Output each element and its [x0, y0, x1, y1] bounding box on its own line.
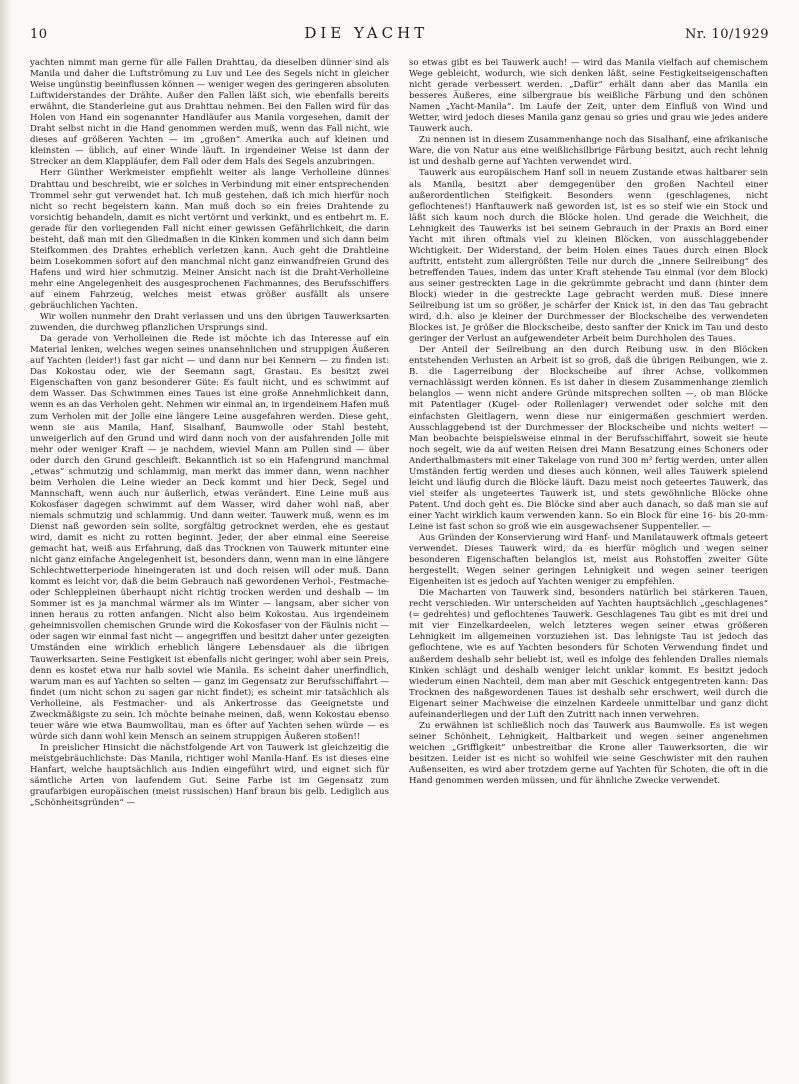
page-number: 10	[30, 27, 48, 42]
paragraph: Aus Gründen der Konservierung wird Hanf- und Manilatauwerk oftmals geteert verwendet. Dieses Tauwerk wird, da es hierfür möglich und wegen seiner besonderen Eigenschaften belanglos ist, meist aus Rohstoffen zweiter Güte hergestellt. Wegen seiner geringen Lehnigkeit und wegen seiner teerigen Eigenheiten ist es jedoch auf Yachten weniger zu empfehlen.	[409, 533, 768, 588]
paragraph: Zu erwähnen ist schließlich noch das Tauwerk aus Baumwolle. Es ist wegen seiner Schönheit, Lehnigkeit, Haltbarkeit und wegen seiner angenehmen weichen „Griffigkeit“ unbestreitbar die Krone aller Tauwerksorten, die wir besitzen. Leider ist es nicht so wohlfeil wie seine Geschwister mit den rauhen Außenseiten, es wird aber trotzdem gerne auf Yachten für Schoten, die oft in die Hand genommen werden müssen, und für ähnliche Zwecke verwendet.	[409, 720, 768, 787]
right-column	[409, 58, 768, 1068]
paragraph: In preislicher Hinsicht die nächstfolgende Art von Tauwerk ist gleichzeitig die meistgebräuchlichste: Das Manila, richtiger wohl Manila-Hanf. Es ist dieses eine Hanfart, welche hauptsächlich aus Indien eingeführt wird, und eignet sich für sämtliche Arten von laufendem Gut. Seine Farbe ist im Gegensatz zum graufarbigen europäischen (meist russischen) Hanf braun bis gelb. Lediglich aus „Schönheitsgründen“ —	[30, 742, 389, 809]
paragraph: Wir wollen nunmehr den Draht verlassen und uns den übrigen Tauwerksarten zuwenden, die durchweg pflanzlichen Ursprungs sind.	[30, 312, 389, 334]
paragraph: Herr Günther Werkmeister empfiehlt weiter als lange Verholleine dünnes Drahttau und beschreibt, wie er solches in Verbindung mit einer entsprechenden Trommel sehr gut verwendet hat. Ich muß gestehen, daß ich mich hierfür noch nicht so recht begeistern kann. Man muß doch so ein freies Drahtende zu vorsichtig behandeln, damit es nicht vertörnt und verkinkt, und es entbehrt m. E. gerade für den vorliegenden Fall nicht einer gewissen Gefährlichkeit, die darin besteht, daß man mit den Gliedmaßen in die Kinken kommen und sich dann beim Steifkommen des Drahtes erheblich verletzen kann. Auch geht die Drahtleine beim Losekommen sofort auf den manchmal nicht ganz einwandfreien Grund des Hafens und wird hier schmutzig. Meiner Ansicht nach ist die Draht-Verholleine mehr eine Angelegenheit des ausgesprochenen Fachmannes, des Berufsschiffers auf einem Fahrzeug, welches meist etwas größer ausfällt als unsere gebräuchlichen Yachten.	[30, 168, 389, 312]
left-column	[30, 58, 389, 1068]
paragraph: Tauwerk aus europäischem Hanf soll in neuem Zustande etwas haltbarer sein als Manila, besitzt aber demgegenüber den großen Nachteil einer außerordentlichen Steifigkeit. Besonders wenn (geschlagenes, nicht geflochtenes!) Hanftauwerk naß geworden ist, ist es so steif wie ein Stock und läßt sich kaum noch durch die Blöcke holen. Und gerade die Weichheit, die Lehnigkeit des Tauwerks ist bei seinem Gebrauch in der Praxis an Bord einer Yacht mit ihren oftmals viel zu kleinen Blöcken, von ausschlaggebender Wichtigkeit. Der Widerstand, der beim Holen eines Taues durch einen Block auftritt, entsteht zum allergrößten Teile nur durch die „innere Seilreibung“ des betreffenden Taues, indem das unter Kraft stehende Tau einmal (vor dem Block) aus seiner gestreckten Lage in die gekrümmte gebracht und dann (hinter dem Block) wieder in die gestreckte Lage gebracht werden muß. Diese innere Seilreibung ist um so größer, je schärfer der Knick ist, in den das Tau gebracht wird, d.h. also je kleiner der Durchmesser der Blockscheibe des verwendeten Blockes ist. Je größer die Blockscheibe, desto sanfter der Knick im Tau und desto geringer der Verlust an aufgewendeter Arbeit beim Durchholen des Taues.	[409, 168, 768, 345]
issue-number: Nr. 10/1929	[685, 27, 769, 42]
page-header	[30, 24, 769, 50]
paragraph: Da gerade von Verholleinen die Rede ist möchte ich das Interesse auf ein Material lenken, welches wegen seines unansehnlichen und struppigen Äußeren auf Yachten (leider!) fast gar nicht — und dann nur bei Kennern — zu finden ist: Das Kokostau oder, wie der Seemann sagt, Grastau. Es besitzt zwei Eigenschaften von ganz besonderer Güte: Es fault nicht, und es schwimmt auf dem Wasser. Das Schwimmen eines Taues ist eine große Annehmlichkeit dann, wenn es an das Verholen geht. Nehmen wir einmal an, in irgendeinem Hafen muß zum Verholen mit der Jolle eine längere Leine ausgefahren werden. Diese geht, wenn sie aus Manila, Hanf, Sisalhanf, Baumwolle oder Stahl besteht, unweigerlich auf den Grund und wird dann noch von der ausfahrenden Jolle mit mehr oder weniger Kraft — je nachdem, wieviel Mann am Pullen sind — über oder durch den Grund geschleift. Bekanntlich ist so ein Hafengrund manchmal „etwas“ schmutzig und schlammig, man merkt das immer dann, wenn nachher beim Verholen die Leine wieder an Deck kommt und hier Deck, Segel und Mannschaft, wenn auch nur äußerlich, etwas verändert. Eine Leine muß aus Kokosfaser dagegen schwimmt auf dem Wasser, wird daher wohl naß, aber niemals schmutzig und schlammig. Und dann weiter. Tauwerk muß, wenn es im Dienst naß geworden sein sollte, sorgfältig getrocknet werden, ehe es gestaut wird, damit es nicht zu rotten beginnt. Jeder, der aber einmal eine Seereise gemacht hat, weiß aus Erfahrung, daß das Trocknen von Tauwerk mitunter eine nicht ganz einfache Angelegenheit ist, besonders dann, wenn man in eine längere Schlechtwetterperiode hineingeraten ist und doch reisen will oder muß. Dann kommt es leicht vor, daß die beim Gebrauch naß gewordenen Verhol-, Festmache- oder Schleppleinen überhaupt nicht richtig trocken werden und deshalb — im Sommer ist es ja manchmal wärmer als im Winter — langsam, aber sicher von innen heraus zu rotten anfangen. Nicht also beim Kokostau. Aus irgendeinem geheimnisvollen chemischen Grunde wird die Kokosfaser von der Fäulnis nicht — oder sagen wir einmal fast nicht — angegriffen und besitzt daher unter gezeigten Umständen eine wirklich erheblich längere Lebensdauer als die übrigen Tauwerksarten. Seine Festigkeit ist ebenfalls nicht geringer, wohl aber sein Preis, denn es kostet etwa nur halb soviel wie Manila. Es scheint daher unerfindlich, warum man es auf Yachten so selten — ganz im Gegensatz zur Berufsschiffahrt — findet (um nicht schon zu sagen gar nicht findet); es scheint mir tatsächlich als Verholleine, als Festmacher- und als Ankertrosse das Geeignetste und Zweckmäßigste zu sein. Ich möchte beinahe meinen, daß, wenn Kokostau ebenso teuer wäre wie etwa Baumwolltau, man es öfter auf Yachten sehen würde — es würde sich dann wohl kein Mensch an seinem struppigen Äußeren stoßen!!	[30, 334, 389, 742]
paragraph: so etwas gibt es bei Tauwerk auch! — wird das Manila vielfach auf chemischem Wege gebleicht, wodurch, wie sich denken läßt, seine Festigkeitseigenschaften nicht gerade verbessert werden. „Dafür“ erhält dann aber das Manila ein besseres Äußeres, eine silbergraue bis weißliche Färbung und den schönen Namen „Yacht-Manila“. Im Laufe der Zeit, unter dem Einfluß von Wind und Wetter, wird jedoch dieses Manila ganz genau so gries und grau wie jedes andere Tauwerk auch.	[409, 58, 768, 135]
text-columns	[30, 58, 769, 1068]
magazine-title: DIE YACHT	[304, 24, 429, 42]
paragraph: yachten nimmt man gerne für alle Fallen Drahttau, da dieselben dünner sind als Manila und daher die Luftströmung zu Luv und Lee des Segels nicht in gleicher Weise ungünstig beeinflussen können — weniger wegen des geringeren absoluten Luftwiderstandes der Drähte. Außer den Fallen läßt sich, wie ebenfalls bereits erwähnt, die Standerleine gut aus Drahttau nehmen. Bei den Fallen wird für das Holen von Hand ein sogenannter Handläufer aus Manila vorgesehen, damit der Draht selbst nicht in die Hand genommen werden muß, wenn das Fall nicht, wie dieses auf größeren Yachten — im „großen“ Amerika auch auf kleinen und kleinsten — üblich, auf einer Winde läuft. In irgendeiner Weise ist dann der Strecker an dem Klappläufer, dem Fall oder dem Hals des Segels anzubringen.	[30, 58, 389, 168]
paragraph: Die Macharten von Tauwerk sind, besonders natürlich bei stärkeren Tauen, recht verschieden. Wir unterscheiden auf Yachten hauptsächlich „geschlagenes“ (= gedrehtes) und geflochtenes Tauwerk. Geschlagenes Tau gibt es mit drei und mit vier Einzelkardeelen, welch letzteres wegen seiner etwas größeren Lehnigkeit im allgemeinen vorzuziehen ist. Das lehnigste Tau ist jedoch das geflochtene, wie es auf Yachten besonders für Schoten Verwendung findet und außerdem deshalb sehr beliebt ist, weil es infolge des fehlenden Dralles niemals Kinken schlägt und deshalb weniger leicht unklar kommt. Es besitzt jedoch wiederum einen Nachteil, dem man aber mit Geschick entgegentreten kann: Das Trocknen des naßgewordenen Taues ist deshalb sehr erschwert, weil durch die Eigenart seiner Machweise die einzelnen Kardeele unmittelbar und ganz dicht aufeinanderliegen und der Luft den Zutritt nach innen verwehren.	[409, 588, 768, 720]
page-spine-shadow	[0, 0, 12, 1084]
paragraph: Der Anteil der Seilreibung an den durch Reibung usw. in den Blöcken entstehenden Verlusten an Arbeit ist so groß, daß die übrigen Reibungen, wie z. B. die Lagerreibung der Blockscheibe auf ihrer Achse, vollkommen vernachlässigt werden können. Es ist daher in diesem Zusammenhange ziemlich belanglos — wenn nicht andere Gründe mitsprechen sollten —, ob man Blöcke mit Patentlager (Kugel- oder Rollenlager) verwendet oder solche mit den einfachsten Gleitlagern, wenn diese nur einigermaßen geschmiert werden. Ausschlaggebend ist der Durchmesser der Blockscheibe und nichts weiter! — Man beobachte beispielsweise einmal in der Berufsschiffahrt, soweit sie heute noch segelt, wie da auf weiten Reisen drei Mann Besatzung eines Schoners oder Anderthalbmasters mit einer Takelage von rund 300 m² fertig werden, unter allen Umständen fertig werden und dieses auch können, weil alles Tauwerk spielend leicht und läufig durch die Blöcke läuft. Dazu meist noch geteertes Tauwerk, das viel steifer als ungeteertes Tauwerk ist, und stets gewöhnliche Blöcke ohne Patent. Und doch geht es. Die Blöcke sind aber auch danach, so daß man sie auf einer Yacht wirklich kaum verwenden kann. So ein Block für eine 16- bis 20-mm-Leine ist fast schon so groß wie ein ausgewachsener Suppenteller. —	[409, 345, 768, 532]
paragraph: Zu nennen ist in diesem Zusammenhange noch das Sisalhanf, eine afrikanische Ware, die von Natur aus eine weißlichsilbrige Färbung besitzt, auch recht lehnig ist und deshalb gerne auf Yachten verwendet wird.	[409, 135, 768, 168]
